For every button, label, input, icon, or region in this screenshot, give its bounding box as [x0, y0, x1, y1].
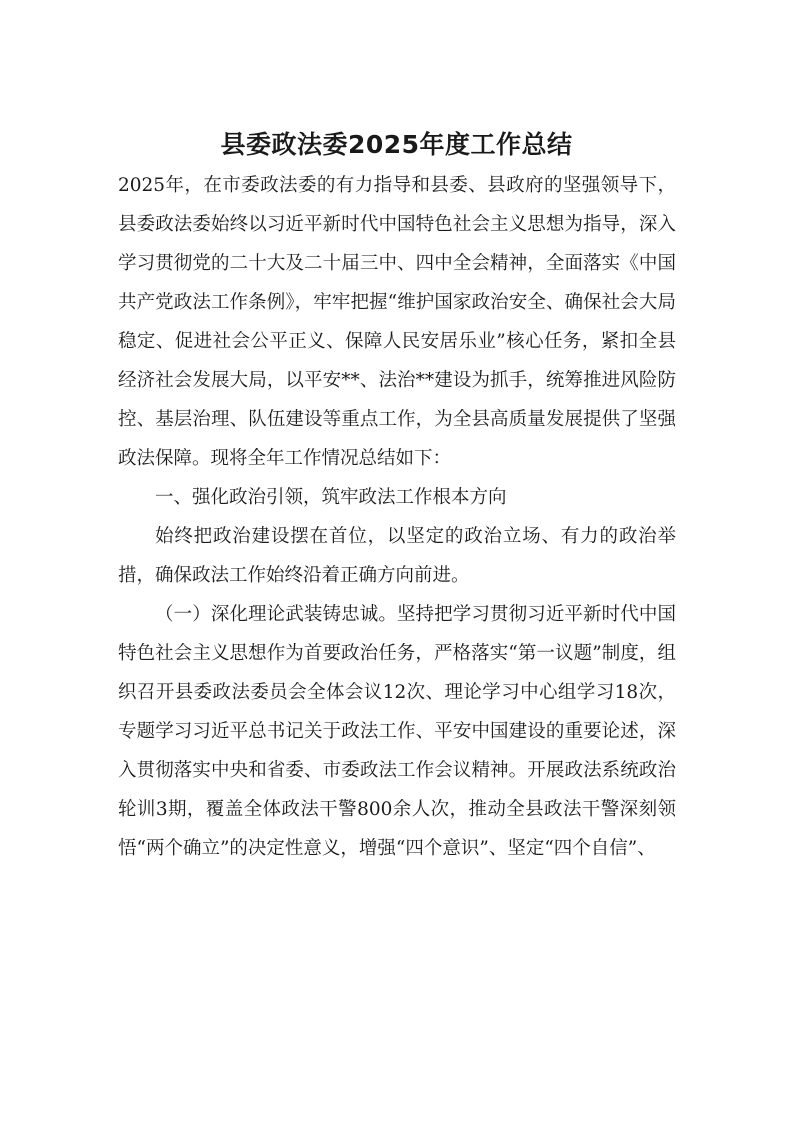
section-heading: 一、强化政治引领，筑牢政法工作根本方向: [155, 487, 507, 508]
body-paragraph: （一）深化理论武装铸忠诚。坚持把学习贯彻习近平新时代中国特色社会主义思想作为首要政治任务，严格落实“第一议题”制度，组织召开县委政法委员会全体会议12次、理论学习中心组学习18次，专题学习习近平总书记关于政法工作、平安中国建设的重要论述，深入贯彻落实中央和省委、市委政法工作会议精神。开展政法系统政治轮训3期，覆盖全体政法干警800余人次，推动全县政法干警深刻领悟“两个确立”的决定性意义，增强“四个意识”、坚定“四个自信”、: [118, 604, 676, 859]
body-paragraph: 始终把政治建设摆在首位，以坚定的政治立场、有力的政治举措，确保政法工作始终沿着正确方向前进。: [118, 526, 676, 586]
document-title: 县委政法委2025年度工作总结: [220, 130, 573, 159]
intro-paragraph: 2025年，在市委政法委的有力指导和县委、县政府的坚强领导下，县委政法委始终以习近平新时代中国特色社会主义思想为指导，深入学习贯彻党的二十大及二十届三中、四中全会精神，全面落实《中国共产党政法工作条例》，牢牢把握“维护国家政治安全、确保社会大局稳定、促进社会公平正义、保障人民安居乐业”核心任务，紧扣全县经济社会发展大局，以平安**、法治**建设为抓手，统筹推进风险防控、基层治理、队伍建设等重点工作，为全县高质量发展提供了坚强政法保障。现将全年工作情况总结如下：: [118, 175, 676, 469]
document-body: [118, 166, 676, 868]
